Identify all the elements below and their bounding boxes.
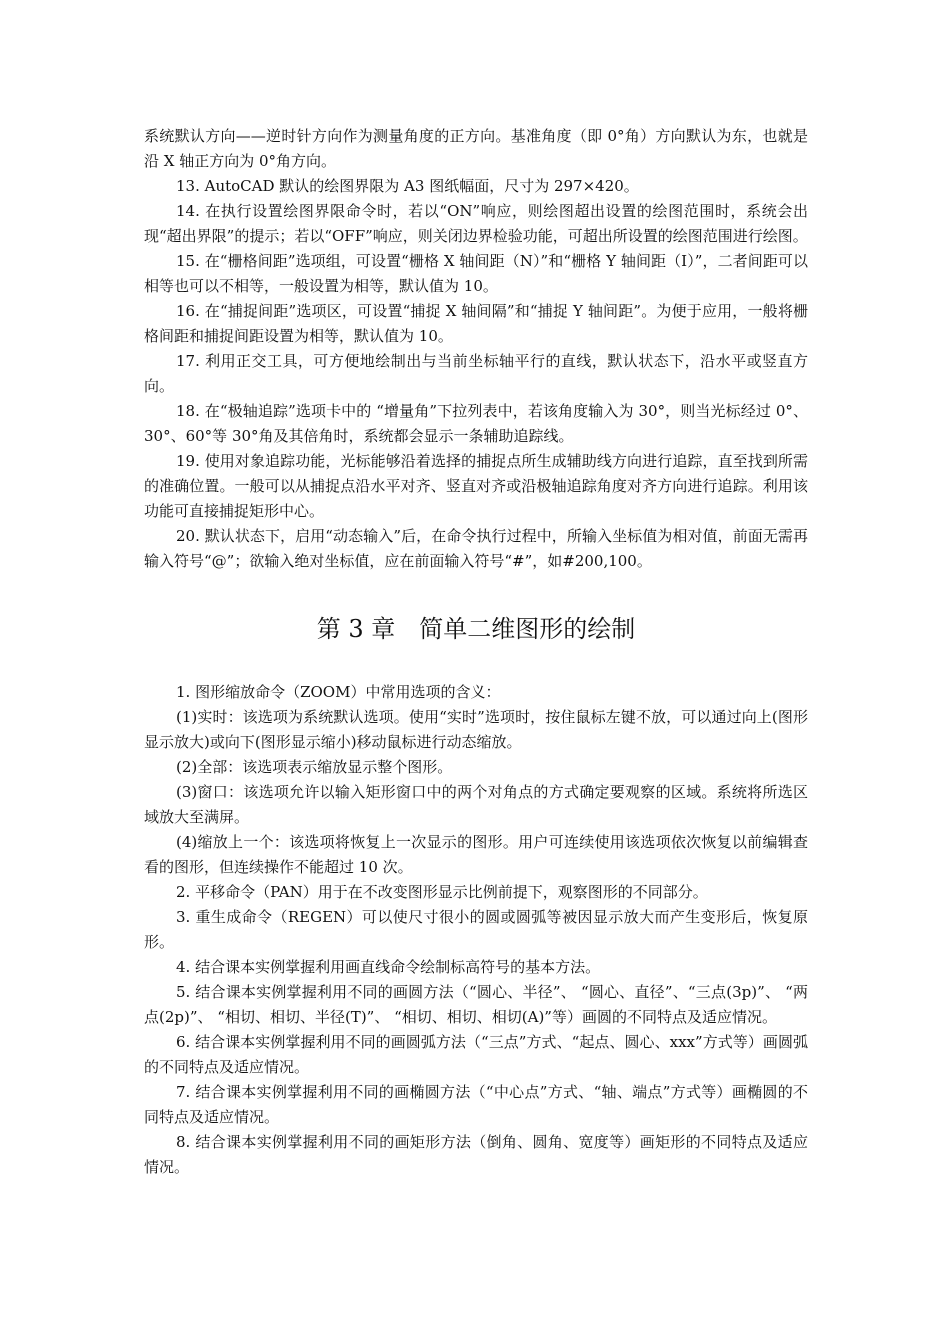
paragraph-item-20: 20. 默认状态下，启用“动态输入”后，在命令执行过程中，所输入坐标值为相对值，前面无需再输入符号“@”；欲输入绝对坐标值，应在前面输入符号“#”，如#200,100。 bbox=[144, 527, 808, 570]
paragraph-item-2: 2. 平移命令（PAN）用于在不改变图形显示比例前提下，观察图形的不同部分。 bbox=[176, 883, 708, 901]
section-chapter2-notes bbox=[144, 124, 808, 574]
paragraph-item-14: 14. 在执行设置绘图界限命令时，若以“ON”响应，则绘图超出设置的绘图范围时，系统会出现“超出界限”的提示；若以“OFF”响应，则关闭边界检验功能，可超出所设置的绘图范围进行绘图。 bbox=[144, 202, 808, 245]
chapter-title: 第 3 章 简单二维图形的绘制 bbox=[316, 615, 636, 643]
paragraph-item-18: 18. 在“极轴追踪”选项卡中的 “增量角”下拉列表中，若该角度输入为 30°，则当光标经过 0°、30°、60°等 30°角及其倍角时，系统都会显示一条辅助追踪线。 bbox=[144, 402, 808, 445]
document-page bbox=[144, 124, 808, 1180]
paragraph-item-13: 13. AutoCAD 默认的绘图界限为 A3 图纸幅面，尺寸为 297×420。 bbox=[176, 177, 639, 195]
paragraph-item-8: 8. 结合课本实例掌握利用不同的画矩形方法（倒角、圆角、宽度等）画矩形的不同特点及适应情况。 bbox=[144, 1133, 808, 1176]
paragraph-item-15: 15. 在“栅格间距”选项组，可设置“栅格 X 轴间距（N）”和“栅格 Y 轴间距（I）”，二者间距可以相等也可以不相等，一般设置为相等，默认值为 10。 bbox=[144, 252, 808, 295]
section-chapter3-notes bbox=[144, 680, 808, 1180]
paragraph-item-6: 6. 结合课本实例掌握利用不同的画圆弧方法（“三点”方式、“起点、圆心、xxx”方式等）画圆弧的不同特点及适应情况。 bbox=[144, 1033, 808, 1076]
paragraph-subitem-3: (3)窗口：该选项允许以输入矩形窗口中的两个对角点的方式确定要观察的区域。系统将所选区域放大至满屏。 bbox=[144, 783, 808, 826]
paragraph-item-5: 5. 结合课本实例掌握利用不同的画圆方法（“圆心、半径”、 “圆心、直径”、“三点(3p)”、 “两点(2p)”、 “相切、相切、半径(T)”、 “相切、相切、相切(A)”等）画圆的不同特点及适应情况。 bbox=[144, 983, 808, 1026]
paragraph-item-17: 17. 利用正交工具，可方便地绘制出与当前坐标轴平行的直线，默认状态下，沿水平或竖直方向。 bbox=[144, 352, 808, 395]
paragraph-item-3: 3. 重生成命令（REGEN）可以使尺寸很小的圆或圆弧等被因显示放大而产生变形后，恢复原形。 bbox=[144, 908, 808, 951]
paragraph-item-19: 19. 使用对象追踪功能，光标能够沿着选择的捕捉点所生成辅助线方向进行追踪，直至找到所需的准确位置。一般可以从捕捉点沿水平对齐、竖直对齐或沿极轴追踪角度对齐方向进行追踪。利用该功能可直接捕捉矩形中心。 bbox=[144, 452, 808, 520]
paragraph-subitem-1: (1)实时：该选项为系统默认选项。使用“实时”选项时，按住鼠标左键不放，可以通过向上(图形显示放大)或向下(图形显示缩小)移动鼠标进行动态缩放。 bbox=[144, 708, 808, 751]
paragraph-item-7: 7. 结合课本实例掌握利用不同的画椭圆方法（“中心点”方式、“轴、端点”方式等）画椭圆的不同特点及适应情况。 bbox=[144, 1083, 808, 1126]
paragraph-item-1: 1. 图形缩放命令（ZOOM）中常用选项的含义： bbox=[176, 683, 501, 701]
paragraph-subitem-2: (2)全部：该选项表示缩放显示整个图形。 bbox=[176, 758, 453, 776]
paragraph-item-16: 16. 在“捕捉间距”选项区，可设置“捕捉 X 轴间隔”和“捕捉 Y 轴间距”。为便于应用，一般将栅格间距和捕捉间距设置为相等，默认值为 10。 bbox=[144, 302, 808, 345]
paragraph-continued: 系统默认方向——逆时针方向作为测量角度的正方向。基准角度（即 0°角）方向默认为东，也就是沿 X 轴正方向为 0°角方向。 bbox=[144, 127, 808, 170]
paragraph-item-4: 4. 结合课本实例掌握利用画直线命令绘制标高符号的基本方法。 bbox=[176, 958, 601, 976]
paragraph-subitem-4: (4)缩放上一个：该选项将恢复上一次显示的图形。用户可连续使用该选项依次恢复以前编辑查看的图形，但连续操作不能超过 10 次。 bbox=[144, 833, 808, 876]
